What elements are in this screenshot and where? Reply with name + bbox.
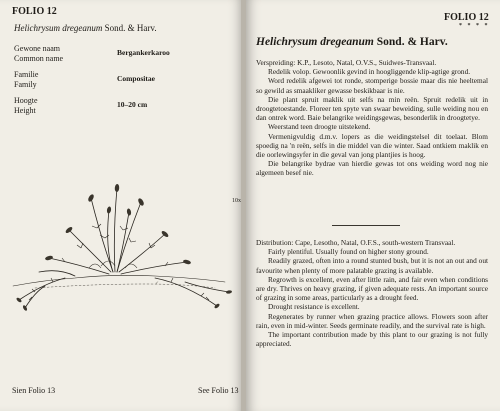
common-name-value: Bergankerkaroo — [117, 48, 170, 57]
field-label-af: Gewone naam — [14, 44, 60, 53]
paragraph: Regenerates by runner when grazing practice allows. Flowers soon after rain, even in mid-winter. Seeds germinate readily, and the survival rate is high. — [256, 311, 488, 330]
paragraph: Weerstand teen droogte uitstekend. — [268, 122, 371, 132]
paragraph: Die belangrike bydrae van hierdie gewas tot ons weiding word nog nie algemeen besef nie. — [256, 159, 488, 178]
paragraph: Readily grazed, often into a round stunted bush, but it is not an out and out favourite when plenty of more palatable grazing is available. — [256, 256, 488, 275]
paragraph: Regrowth is excellent, even after little rain, and fair even when conditions are dry. Thrives on heavy grazing, if given adequate rests. An important source of grazing in some areas, particularly as a drought feed. — [256, 274, 488, 303]
see-folio-footer: See Folio 13 — [198, 386, 239, 395]
species-binomial: Helichrysum dregeanum — [256, 36, 374, 48]
folio-number: FOLIO 12 — [12, 6, 57, 17]
paragraph: Drought resistance is excellent. — [268, 302, 360, 312]
see-folio-footer: Sien Folio 13 — [12, 386, 56, 395]
paragraph: Die plant spruit maklik uit selfs na min reën. Spruit redelik uit in droogtetoestande. Floreer ten spyte van swaar beweiding, sulle weiding nou en dan ontrek word. Baie belangrike weidingsgewas, besonderlik in droogtetye. — [256, 94, 488, 123]
english-description — [256, 238, 488, 348]
paragraph: Redelik volop. Gewoonlik gevind in hoogliggende klip-agtige grond. — [268, 67, 471, 77]
field-label-af: Familie — [14, 70, 39, 79]
field-label-en: Common name — [14, 54, 64, 63]
palatability-stars: * * * * — [459, 23, 490, 29]
plant-illustration — [5, 168, 237, 320]
species-author: Sond. & Harv. — [104, 23, 157, 33]
species-name — [14, 23, 157, 33]
species-author: Sond. & Harv. — [376, 36, 448, 48]
left-page — [0, 0, 243, 411]
field-label-af: Hoogte — [14, 96, 38, 105]
paragraph: The important contribution made by this plant to our grazing is not fully appreciated. — [256, 330, 488, 349]
paragraph: Distribution: Cape, Lesotho, Natal, O.F.S., south-western Transvaal. — [256, 238, 456, 247]
svg-text:✓: ✓ — [155, 280, 159, 285]
species-binomial: Helichrysum dregeanum — [14, 23, 103, 33]
paragraph: Vermenigvuldig d.m.v. lopers as die weidingstelsel dit toelaat. Blom spoedig na 'n reën, selfs in die middel van die winter. Saad ontkiem maklik en die oorlewingsyfer in die geval van jong plantjies is hoog. — [256, 131, 488, 160]
paragraph: Word redelik afgewei tot ronde, stomperige bossie maar dis nie heeltemal so gewild as smaakliker gewasse beskikbaar is nie. — [256, 76, 488, 95]
field-label-en: Height — [14, 106, 36, 115]
paragraph: Fairly plentiful. Usually found on higher stony ground. — [268, 247, 429, 257]
section-divider — [332, 225, 400, 226]
afrikaans-description — [256, 58, 488, 178]
height-value: 10–20 cm — [117, 100, 148, 109]
field-label-en: Family — [14, 80, 37, 89]
folio-number: FOLIO 12 — [444, 12, 489, 23]
family-value: Compositae — [117, 74, 155, 83]
paragraph: Verspreiding: K.P., Lesoto, Natal, O.V.S., Suidwes-Transvaal. — [256, 58, 437, 67]
right-page — [246, 0, 500, 411]
species-heading — [256, 36, 448, 48]
margin-mark: 10x — [232, 198, 241, 204]
